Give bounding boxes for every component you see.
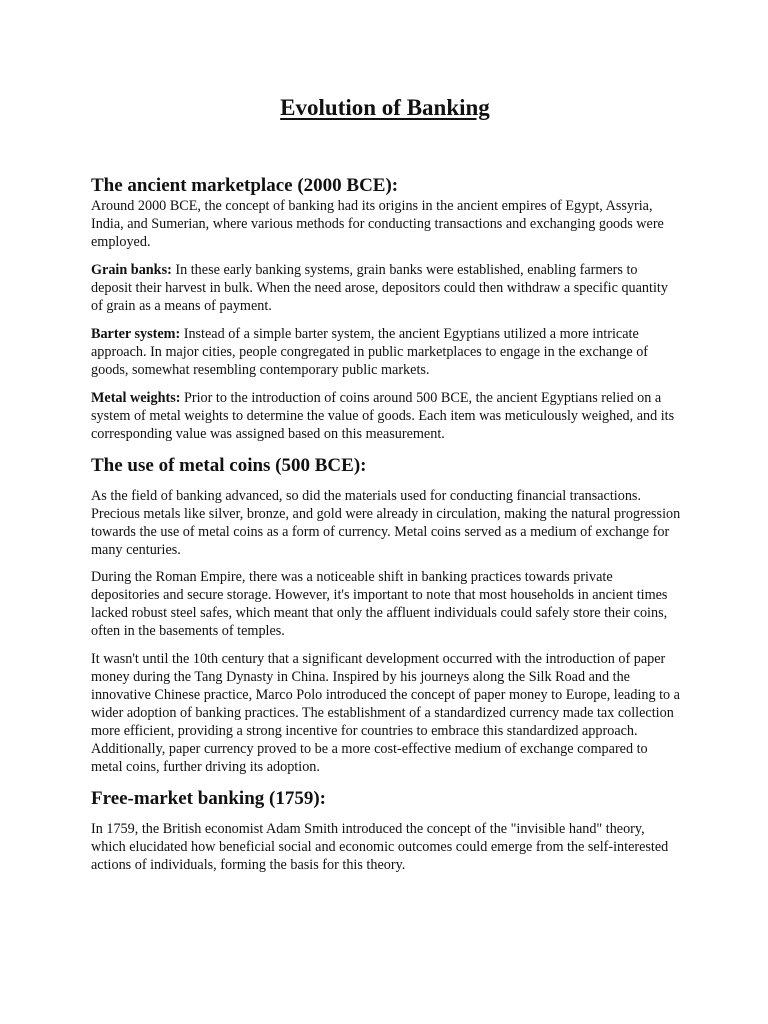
item-lead: Metal weights: [91, 390, 181, 406]
item-grain-banks [91, 261, 681, 315]
paragraph-4 [91, 820, 681, 874]
item-paragraph [91, 325, 681, 379]
section-free-market-banking [91, 788, 681, 810]
section-heading: Free-market banking (1759): [91, 788, 327, 809]
item-lead: Grain banks: [91, 262, 172, 278]
section-heading: The use of metal coins (500 BCE): [91, 455, 367, 476]
item-text: In these early banking systems, grain banks were established, enabling farmers to deposit their harvest in bulk. When the need arose, depositors could then withdraw a specific quantity of grain as a means of payment. [91, 262, 668, 314]
section-intro: Around 2000 BCE, the concept of banking had its origins in the ancient empires of Egypt, Assyria, India, and Sumerian, where various methods for conducting transactions and exchanging goods were employed. [91, 198, 664, 250]
item-text: Prior to the introduction of coins around 500 BCE, the ancient Egyptians relied on a system of metal weights to determine the value of goods. Each item was meticulously weighed, and its corresponding value was assigned based on this measurement. [91, 390, 675, 442]
body-paragraph: In 1759, the British economist Adam Smith introduced the concept of the "invisible hand" theory, which elucidated how beneficial social and economic outcomes could emerge from the self-interested actions of individuals, forming the basis for this theory. [91, 821, 669, 873]
document-title: Evolution of Banking [280, 95, 490, 120]
section-metal-coins [91, 455, 681, 477]
body-paragraph: As the field of banking advanced, so did the materials used for conducting financial transactions. Precious metals like silver, bronze, and gold were already in circulation, making the natural progression towards the use of metal coins as a form of currency. Metal coins served as a medium of exchange for many centuries. [91, 488, 681, 558]
paragraph-2 [91, 568, 681, 640]
section-ancient-marketplace [91, 175, 681, 251]
item-paragraph [91, 389, 681, 443]
paragraph-3 [91, 650, 681, 776]
section-heading: The ancient marketplace (2000 BCE): [91, 175, 399, 196]
paragraph-1 [91, 487, 681, 559]
item-text: Instead of a simple barter system, the ancient Egyptians utilized a more intricate approach. In major cities, people congregated in public marketplaces to engage in the exchange of goods, somewhat resembling contemporary public markets. [91, 326, 649, 378]
item-metal-weights [91, 389, 681, 443]
item-barter-system [91, 325, 681, 379]
body-paragraph: During the Roman Empire, there was a noticeable shift in banking practices towards private depositories and secure storage. However, it's important to note that most households in ancient times lacked robust steel safes, which meant that only the affluent individuals could safely store their coins, often in the basements of temples. [91, 569, 668, 639]
item-paragraph [91, 261, 681, 315]
body-paragraph: It wasn't until the 10th century that a significant development occurred with the introduction of paper money during the Tang Dynasty in China. Inspired by his journeys along the Silk Road and the innovative Chinese practice, Marco Polo introduced the concept of paper money to Europe, leading to a wider adoption of banking practices. The establishment of a standardized currency made tax collection more efficient, providing a strong incentive for countries to embrace this standardized approach. Additionally, paper currency proved to be a more cost-effective medium of exchange compared to metal coins, further driving its adoption. [91, 651, 680, 775]
item-lead: Barter system: [91, 326, 181, 342]
